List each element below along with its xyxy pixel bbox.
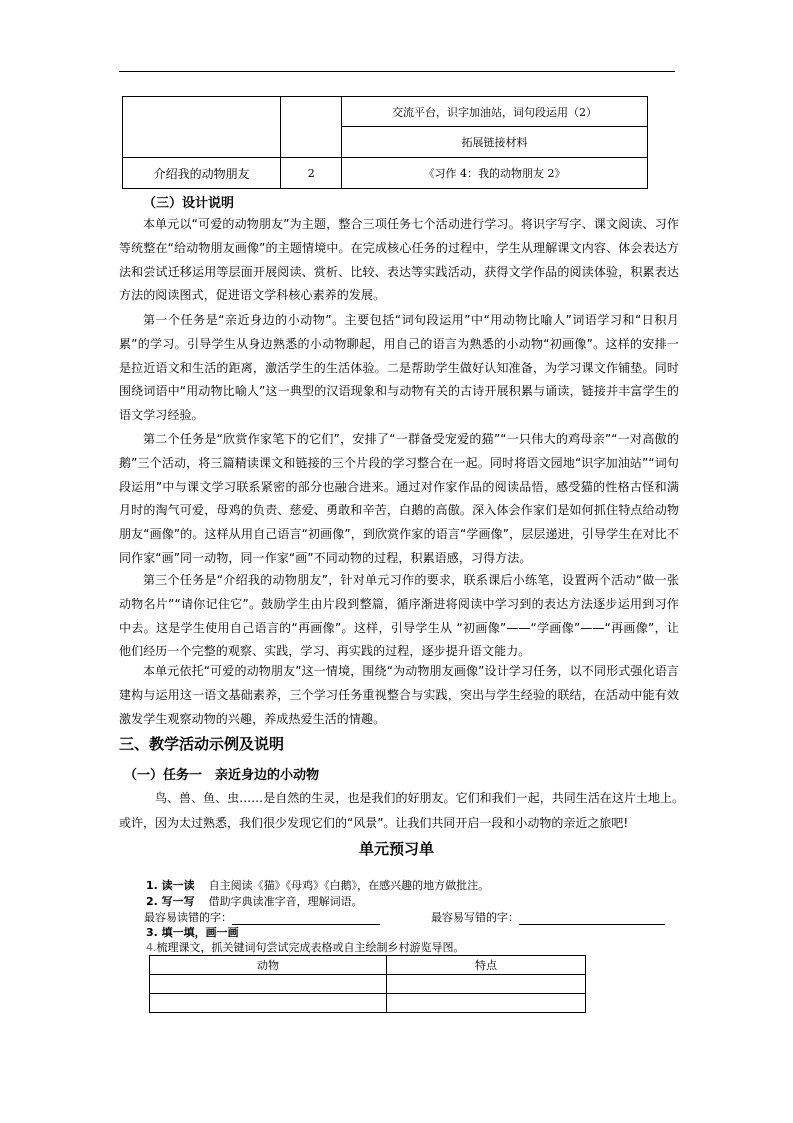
item-text: 借助字典读准字音，理解词语。 [208,895,363,908]
table-row [150,975,586,994]
table-cell: 交流平台，识字加油站，词句段运用（2） [342,97,648,127]
table-cell: 《习作 4：我的动物朋友 2》 [342,158,648,189]
preview-item-1 [146,877,489,893]
animal-trait-table [149,955,586,1013]
activity-table [122,96,648,189]
preview-item-3 [146,924,239,940]
section3-heading: 三、教学活动示例及说明 [119,735,285,753]
design-heading: （三）设计说明 [143,196,235,211]
write-wrong-blank[interactable] [519,914,665,925]
table-cell: 拓展链接材料 [342,127,648,158]
item-number: 4. [146,941,157,954]
read-wrong-label: 最容易读错的字： [144,911,232,924]
item-label: 1. 读一读 [146,879,195,892]
table-cell: 介绍我的动物朋友 [123,158,281,189]
column-header: 特点 [387,956,586,975]
column-header: 动物 [150,956,387,975]
table-cell[interactable] [387,994,586,1013]
paragraph: 本单元以“可爱的动物朋友”为主题，整合三项任务七个活动进行学习。将识字写字、课文阅读、习作等统整在“给动物朋友画像”的主题情境中。在完成核心任务的过程中，学生从理解课文内容、体会表达方法和尝试迁移运用等层面开展阅读、赏析、比较、表达等实践活动，获得文学作品的阅读体验，积累表达方法的阅读图式，促进语文学科核心素养的发展。 [119,217,679,303]
paragraph: 第一个任务是“亲近身边的小动物”。主要包括“词句段运用”中“用动物比喻人”词语学习和“日积月累”的学习。引导学生从身边熟悉的小动物聊起，用自己的语言为熟悉的小动物“初画像”。这样的安排一是拉近语文和生活的距离，激活学生的生活体验。二是帮助学生做好认知准备，为学习课文作铺垫。同时围绕词语中“用动物比喻人”这一典型的汉语现象和与动物有关的古诗开展积累与诵读，链接并丰富学生的语文学习经验。 [119,313,679,423]
item-text: 梳理课文，抓关键词句尝试完成表格或自主绘制乡村游览导图。 [156,941,465,954]
paragraph: 第二个任务是“欣赏作家笔下的它们”，安排了“一群备受宠爱的猫”“一只伟大的鸡母亲”“一对高傲的鹅”三个活动，将三篇精读课文和链接的三个片段的学习整合在一起。同时将语文园地“识字加油站”“词句段运用”中与课文学习联系紧密的部分也融合进来。通过对作家作品的阅读品悟，感受猫的性格古怪和满月时的淘气可爱，母鸡的负责、慈爱、勇敢和辛苦，白鹅的高傲。深入体会作家们是如何抓住特点给动物朋友“画像”的。这样从用自己语言“初画像”，到欣赏作家的语言“学画像”，层层递进，引导学生在对比不同作家“画”同一动物，同一作家“画”不同动物的过程，积累语感，习得方法。 [119,432,679,565]
table-cell [123,97,281,158]
table-cell [281,97,342,158]
intro-paragraph: 鸟、兽、鱼、虫……是自然的生灵，也是我们的好朋友。它们和我们一起，共同生活在这片土地上。或许，因为太过熟悉，我们很少发现它们的“风景”。让我们共同开启一段和小动物的亲近之旅吧! [119,791,684,830]
preview-title: 单元预习单 [358,840,434,858]
table-cell[interactable] [150,994,387,1013]
header-rule [119,71,675,72]
task1-heading: （一）任务一 亲近身边的小动物 [124,768,320,783]
table-cell[interactable] [150,975,387,994]
preview-item-2 [146,893,363,909]
paragraph: 第三个任务是“介绍我的动物朋友”，针对单元习作的要求，联系课后小练笔，设置两个活动“做一张动物名片”“请你记住它”。鼓励学生由片段到整篇，循序渐进将阅读中学习到的表达方法逐步运用到习作中去。这是学生使用自己语言的“再画像”。这样，引导学生从 “初画像”——“学画像”——“再画像”，让他们经历一个完整的观察、实践，学习、再实践的过程，逐步提升语文能力。 [119,573,679,659]
table-cell: 2 [281,158,342,189]
write-wrong-label: 最容易写错的字： [431,911,519,924]
table-row [150,994,586,1013]
read-wrong-blank[interactable] [232,914,380,925]
preview-blanks-row [144,909,665,925]
paragraph: 本单元依托“可爱的动物朋友”这一情境，围绕“为动物朋友画像”设计学习任务，以不同形式强化语言建构与运用这一语文基础素养，三个学习任务重视整合与实践，突出与学生经验的联结，在活动中能有效激发学生观察动物的兴趣，养成热爱生活的情趣。 [119,664,679,726]
item-label: 2. 写一写 [146,895,195,908]
item-label: 3. 填一填，画一画 [146,926,239,939]
table-cell[interactable] [387,975,586,994]
preview-item-4 [146,939,465,955]
item-text: 自主阅读《猫》《母鸡》《白鹅》，在感兴趣的地方做批注。 [208,879,490,892]
